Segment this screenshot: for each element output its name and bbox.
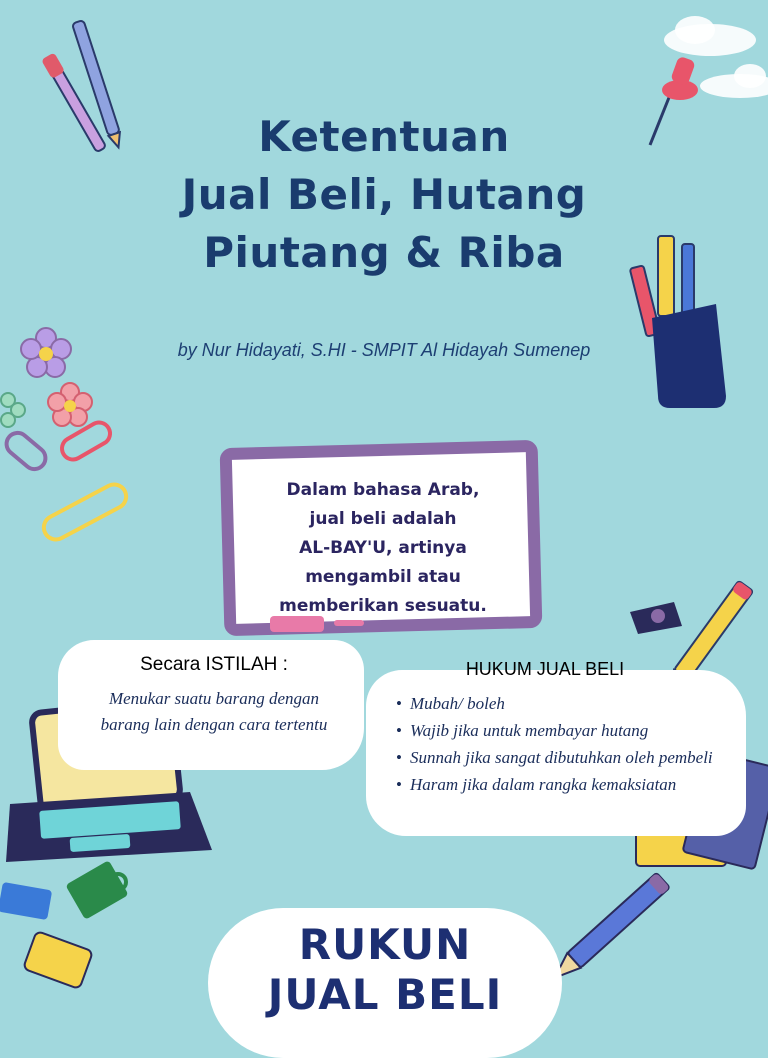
definition-text xyxy=(228,476,538,621)
rukun-line-1: RUKUN xyxy=(298,920,472,969)
author-byline: by Nur Hidayati, S.HI - SMPIT Al Hidayah Sumenep xyxy=(177,340,591,360)
definition-line: jual beli adalah xyxy=(309,509,457,529)
flower-icon xyxy=(0,320,110,430)
list-item: • Mubah/ boleh xyxy=(396,690,716,717)
definition-line: AL-BAY'U, artinya xyxy=(299,538,467,558)
title-line-1: Ketentuan xyxy=(258,112,510,161)
definition-line: memberikan sesuatu. xyxy=(279,596,487,616)
paperclip-icon xyxy=(0,430,140,560)
istilah-heading: Secara ISTILAH : xyxy=(140,654,288,675)
binder-clip-icon xyxy=(0,860,150,1020)
definition-line: Dalam bahasa Arab, xyxy=(286,480,480,500)
hukum-heading: HUKUM JUAL BELI xyxy=(465,659,625,679)
hukum-list xyxy=(396,690,716,798)
istilah-line: Menukar suatu barang dengan xyxy=(108,689,320,708)
list-item: • Wajib jika untuk membayar hutang xyxy=(396,717,716,744)
title-line-3: Piutang & Riba xyxy=(203,228,565,277)
definition-line: mengambil atau xyxy=(305,567,461,587)
list-item: • Haram jika dalam rangka kemaksiatan xyxy=(396,771,716,798)
page-title xyxy=(0,108,768,282)
istilah-line: barang lain dengan cara tertentu xyxy=(100,715,328,734)
rukun-heading xyxy=(208,920,562,1020)
rukun-line-2: JUAL BELI xyxy=(267,970,503,1019)
list-item: • Sunnah jika sangat dibutuhkan oleh pembeli xyxy=(396,744,716,771)
istilah-body xyxy=(64,686,364,738)
title-line-2: Jual Beli, Hutang xyxy=(181,170,587,219)
